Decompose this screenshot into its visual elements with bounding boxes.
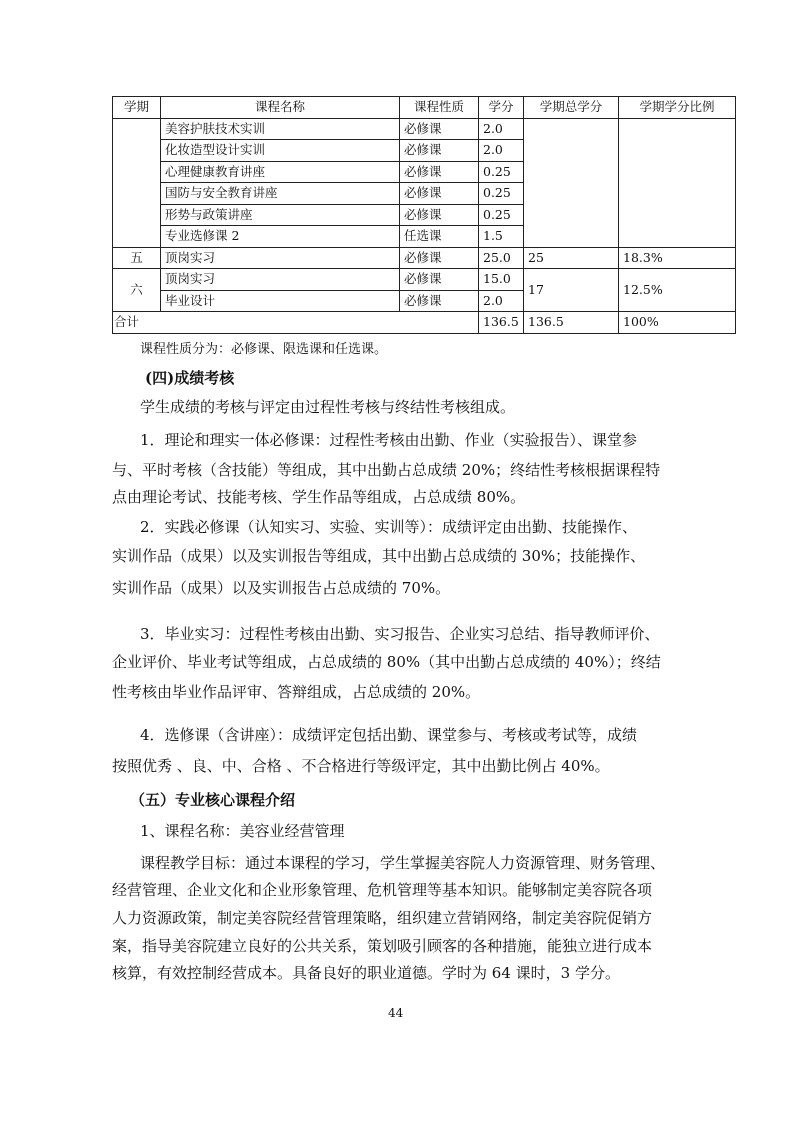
term-cell: 五: [113, 247, 161, 269]
header-cell: 课程性质: [400, 97, 479, 119]
header-cell: 学期总学分: [524, 97, 619, 119]
table-header-row: [113, 97, 736, 119]
text-line: 核算，有效控制经营成本。具备良好的职业道德。学时为 64 课时，3 学分。: [112, 964, 620, 982]
course-name: 专业选修课 2: [161, 226, 400, 248]
course-credit: 0.25: [479, 183, 524, 205]
sum-total: 136.5: [524, 312, 619, 334]
course-credit: 0.25: [479, 161, 524, 183]
course-name: 毕业设计: [161, 290, 400, 312]
term-ratio: 18.3%: [619, 247, 736, 269]
text-line: 性考核由毕业作品评审、答辩组成，占总成绩的 20%。: [112, 683, 481, 701]
course-credit-table: [112, 96, 736, 334]
course-credit: 25.0: [479, 247, 524, 269]
course-credit: 1.5: [479, 226, 524, 248]
course-type: 必修课: [400, 161, 479, 183]
course-name: 化妆造型设计实训: [161, 140, 400, 162]
text-line: 人力资源政策，制定美容院经营管理策略，组织建立营销网络，制定美容院促销方: [112, 909, 653, 927]
course-type: 任选课: [400, 226, 479, 248]
text-line: 课程教学目标：通过本课程的学习，学生掌握美容院人力资源管理、财务管理、: [140, 854, 666, 872]
course-name: 美容护肤技术实训: [161, 118, 400, 140]
header-cell: 学期学分比例: [619, 97, 736, 119]
term-total: [524, 118, 619, 247]
sum-credit: 136.5: [479, 312, 524, 334]
page-number: 44: [388, 1006, 404, 1020]
text-line: 案，指导美容院建立良好的公共关系，策划吸引顾客的各种措施，能独立进行成本: [112, 937, 653, 955]
course-type: 必修课: [400, 269, 479, 291]
course-credit: 2.0: [479, 290, 524, 312]
course-credit: 0.25: [479, 204, 524, 226]
course-type: 必修课: [400, 118, 479, 140]
course-name: 心理健康教育讲座: [161, 161, 400, 183]
text-line: 2．实践必修课（认知实习、实验、实训等）：成绩评定由出勤、技能操作、: [140, 518, 638, 536]
text-line: 学生成绩的考核与评定由过程性考核与终结性考核组成。: [140, 398, 516, 416]
sum-ratio: 100%: [619, 312, 736, 334]
term-cell: [113, 118, 161, 247]
section-heading: (四)成绩考核: [145, 369, 235, 387]
course-credit: 2.0: [479, 140, 524, 162]
text-line: 1．理论和理实一体必修课：过程性考核由出勤、作业（实验报告）、课堂参: [140, 431, 638, 449]
section-heading: （五）专业核心课程介绍: [130, 791, 296, 809]
course-credit: 15.0: [479, 269, 524, 291]
table-row: [113, 118, 736, 140]
table-note: 课程性质分为：必修课、限选课和任选课。: [140, 342, 388, 357]
header-cell: 学期: [113, 97, 161, 119]
text-line: 企业评价、毕业考试等组成，占总成绩的 80%（其中出勤占总成绩的 40%）；终结: [112, 653, 661, 671]
course-name: 国防与安全教育讲座: [161, 183, 400, 205]
text-line: 1、课程名称：美容业经营管理: [140, 822, 345, 840]
text-line: 按照优秀 、良、中、合格 、不合格进行等级评定，其中出勤比例占 40%。: [112, 757, 610, 775]
course-name: 形势与政策讲座: [161, 204, 400, 226]
course-name: 顶岗实习: [161, 269, 400, 291]
course-type: 必修课: [400, 290, 479, 312]
text-line: 实训作品（成果）以及实训报告占总成绩的 70%。: [112, 579, 451, 597]
text-line: 3．毕业实习：过程性考核由出勤、实习报告、企业实习总结、指导教师评价、: [140, 625, 660, 643]
sum-label: 合计: [113, 312, 479, 334]
course-type: 必修课: [400, 183, 479, 205]
term-ratio: [619, 118, 736, 247]
course-type: 必修课: [400, 140, 479, 162]
table-row: [113, 269, 736, 291]
term-cell: 六: [113, 269, 161, 312]
course-name: 顶岗实习: [161, 247, 400, 269]
text-line: 经营管理、企业文化和企业形象管理、危机管理等基本知识。能够制定美容院各项: [112, 881, 653, 899]
term-total: 25: [524, 247, 619, 269]
course-credit: 2.0: [479, 118, 524, 140]
text-line: 实训作品（成果）以及实训报告等组成，其中出勤占总成绩的 30%；技能操作、: [112, 547, 646, 565]
term-total: 17: [524, 269, 619, 312]
term-ratio: 12.5%: [619, 269, 736, 312]
text-line: 与、平时考核（含技能）等组成，其中出勤占总成绩 20%；终结性考核根据课程特: [112, 461, 661, 479]
course-type: 必修课: [400, 247, 479, 269]
header-cell: 学分: [479, 97, 524, 119]
text-line: 4．选修课（含讲座）：成绩评定包括出勤、课堂参与、考核或考试等，成绩: [140, 726, 638, 744]
table-row: [113, 247, 736, 269]
header-cell: 课程名称: [161, 97, 400, 119]
text-line: 点由理论考试、技能考核、学生作品等组成，占总成绩 80%。: [112, 488, 526, 506]
table-sum-row: [113, 312, 736, 334]
course-type: 必修课: [400, 204, 479, 226]
